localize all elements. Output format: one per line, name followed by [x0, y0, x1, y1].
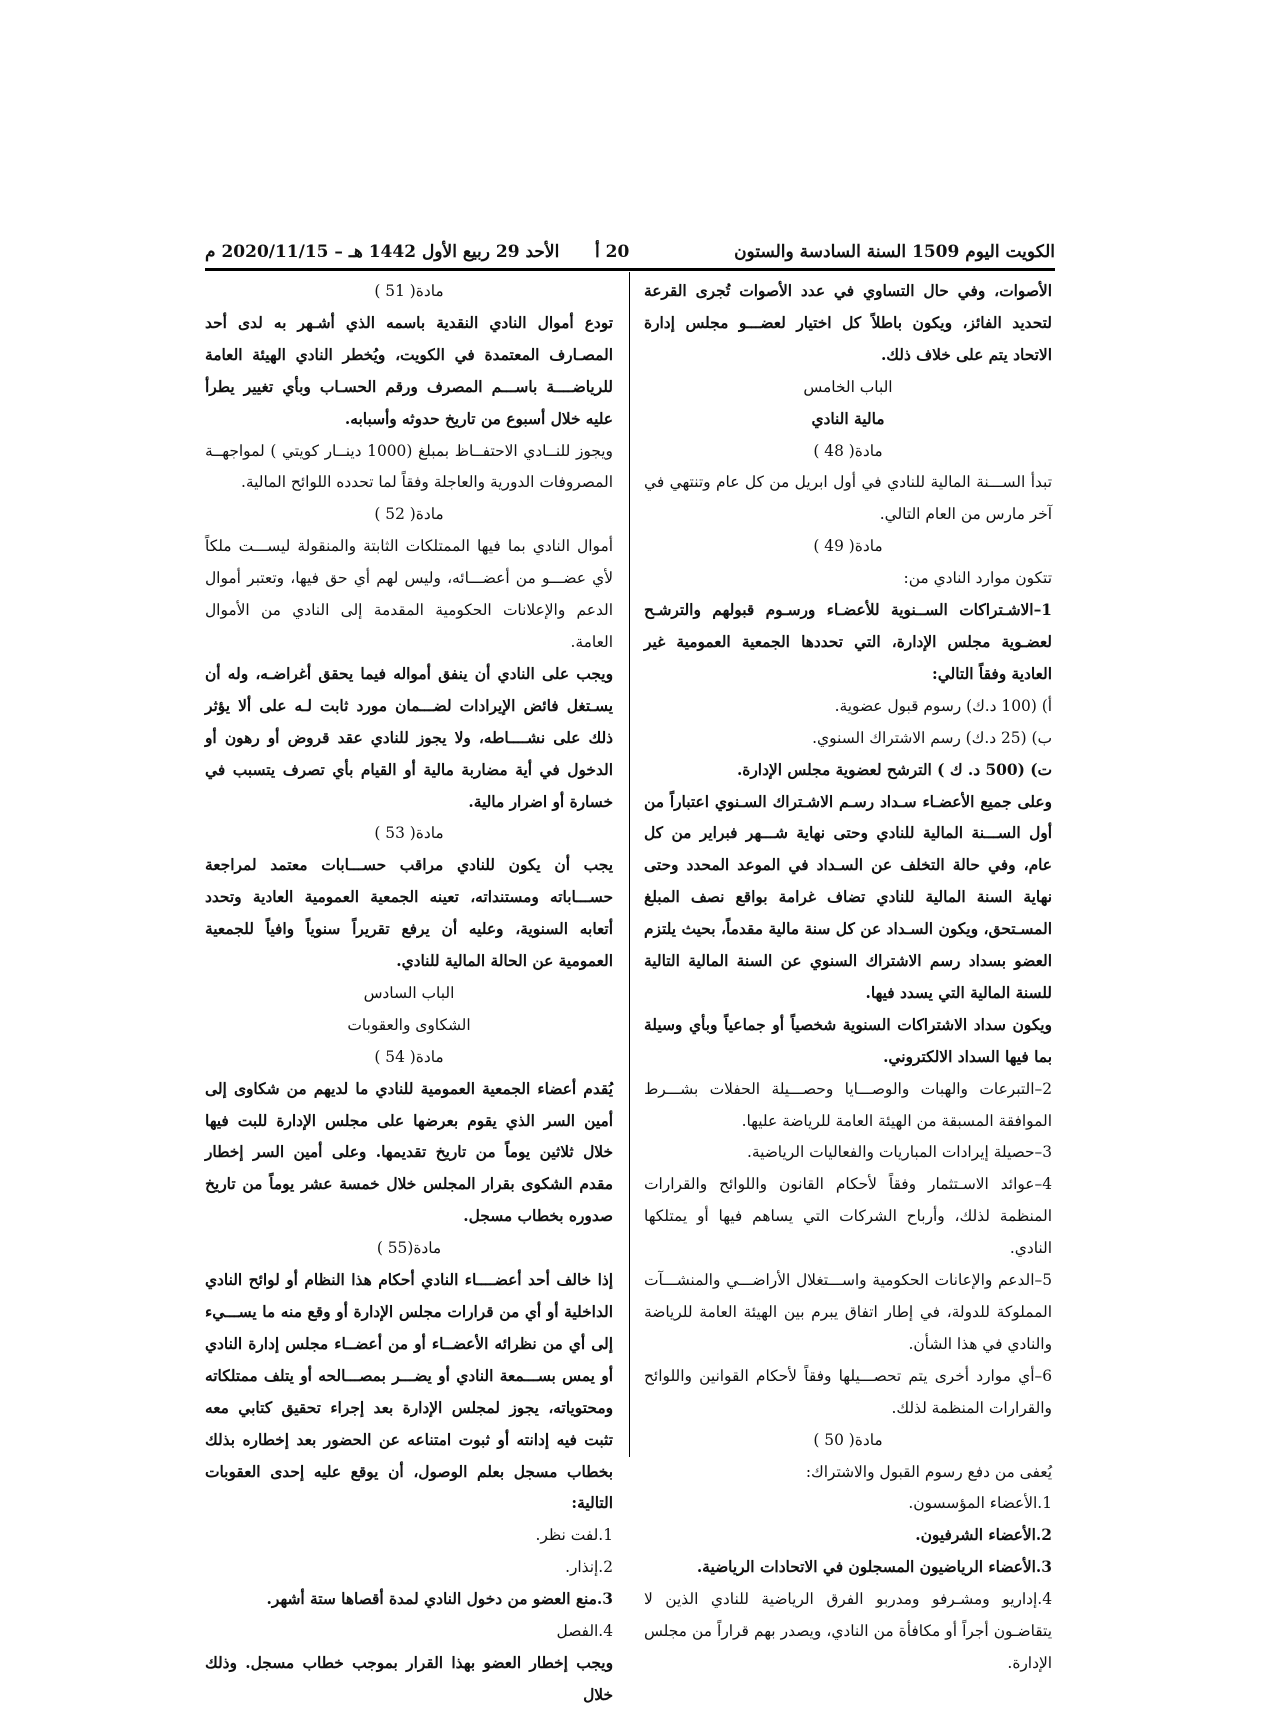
right-column-paragraph: 2.الأعضاء الشرفيون. [915, 1526, 1052, 1545]
right-column-paragraph: تتكون موارد النادي من: [903, 569, 1052, 588]
left-column-paragraph: 4.الفصل [556, 1622, 613, 1641]
left-column-paragraph: 2.إنذار. [565, 1558, 613, 1577]
right-column-paragraph: 3–حصيلة إيرادات المباريات والفعاليات الرياضية. [746, 1143, 1052, 1162]
left-column-paragraph: يُقدم أعضاء الجمعية العمومية للنادي ما لديهم من شكاوى إلى أمين السر الذي يقوم بعرضها على مجلس الإدارة للبت فيها خلال ثلاثين يوماً من تاريخ تقديمها. وعلى أمين السر إخطار مقدم الشكوى بقرار المجلس خلال خمسة عشر يوماً من تاريخ صدوره بخطاب مسجل. [205, 1079, 613, 1226]
header-gazette-info: الكويت اليوم 1509 السنة السادسة والستون [734, 242, 1055, 262]
left-column-paragraph: مادة( 54 ) [374, 1047, 444, 1066]
right-column-paragraph: 4.إداريو ومشـرفو ومدربو الفرق الرياضية للنادي الذين لا يتقاضـون أجراً أو مكافأة من النادي، ويصدر بهم قراراً من مجلس الإدارة. [644, 1590, 1052, 1672]
left-column-paragraph: تودع أموال النادي النقدية باسمه الذي أشـهر به لدى أحد المصـارف المعتمدة في الكويت، ويُخطر النادي الهيئة العامة للرياضــــة باســـم المصرف ورقم الحسـاب وبأي تغيير يطرأ عليه خلال أسبوع من تاريخ حدوثه وأسبابه. [205, 313, 613, 428]
left-column-paragraph: الباب السادس [363, 983, 455, 1002]
column-divider [629, 272, 630, 1457]
right-column-paragraph: مالية النادي [811, 409, 885, 428]
right-column-paragraph: ب) (25 د.ك) رسم الاشتراك السنوي. [812, 728, 1052, 747]
left-column-paragraph: مادة(55 ) [376, 1239, 442, 1258]
right-column-paragraph: ت) (500 د. ك ) الترشح لعضوية مجلس الإدارة. [736, 760, 1052, 779]
right-column-paragraph: ويكون سداد الاشتراكات السنوية شخصياً أو جماعياً وبأي وسيلة بما فيها السداد الالكتروني. [644, 1015, 1052, 1066]
right-column-paragraph: 1–الاشـتراكات الســنوية للأعضـاء ورسـوم قبولهم والترشـح لعضـوية مجلس الإدارة، التي تحددها الجمعية العمومية غير العادية وفقاً التالي: [644, 601, 1052, 683]
left-column-paragraph: 1.لفت نظر. [535, 1526, 613, 1545]
left-column-paragraph: مادة( 52 ) [374, 505, 444, 524]
left-column-paragraph: يجب أن يكون للنادي مراقب حســـابات معتمد لمراجعة حســـاباته ومستنداته، تعينه الجمعية العمومية العادية وتحدد أتعابه السنوية، وعليه أن يرفع تقريراً سنوياً وافياً للجمعية العمومية عن الحالة المالية للنادي. [205, 856, 613, 971]
left-column-paragraph: ويجب إخطار العضو بهذا القرار بموجب خطاب مسجل. وذلك خلال [205, 1653, 613, 1704]
right-column-paragraph: الباب الخامس [803, 377, 893, 396]
right-column-paragraph: 5–الدعم والإعانات الحكومية واســـتغلال الأراضـــي والمنشـــآت المملوكة للدولة، في إطار اتفاق يبرم بين الهيئة العامة للرياضة والنادي في هذا الشأن. [644, 1271, 1052, 1353]
header-date: الأحد 29 ربيع الأول 1442 هـ – 2020/11/15 م [205, 242, 560, 262]
left-column-paragraph: ويجب على النادي أن ينفق أمواله فيما يحقق أغراضـه، وله أن يسـتغل فائض الإيرادات لضـــمان مورد ثابت لـه على ألا يؤثر ذلك على نشــــاطه، ولا يجوز للنادي عقد قروض أو رهون أو الدخول في أية مضاربة مالية أو القيام بأي تصرف يتسبب في خسارة أو اضرار مالية. [205, 664, 613, 811]
right-column-paragraph: مادة( 48 ) [813, 441, 883, 460]
left-column-paragraph: 3.منع العضو من دخول النادي لمدة أقصاها ستة أشهر. [266, 1590, 613, 1609]
left-column-paragraph: مادة( 51 ) [374, 282, 444, 300]
left-column-paragraph: أموال النادي بما فيها الممتلكات الثابتة والمنقولة ليســـت ملكاً لأي عضـــو من أعضـــائه، وليس لهم أي حق فيها، وتعتبر أموال الدعم والإعلانات الحكومية المقدمة إلى النادي من الأموال العامة. [205, 537, 613, 651]
left-column-paragraph: مادة( 53 ) [374, 824, 444, 843]
right-column-paragraph: 4–عوائد الاسـتثمار وفقاً لأحكام القانون واللوائح والقرارات المنظمة لذلك، وأرباح الشركات التي يساهم فيها أو يمتلكها النادي. [644, 1175, 1052, 1258]
right-column-paragraph: 2–التبرعات والهبات والوصـــايا وحصـــيلة الحفلات بشـــرط الموافقة المسبقة من الهيئة العامة للرياضة عليها. [644, 1079, 1052, 1130]
right-column-paragraph: 1.الأعضاء المؤسسون. [908, 1494, 1052, 1513]
header-rule [205, 268, 1055, 271]
left-column-paragraph: إذا خالف أحد أعضــــاء النادي أحكام هذا النظام أو لوائح النادي الداخلية أو أي من قرارات مجلس الإدارة أو وقع منه ما يســـيء إلى أي من نظرائه الأعضــاء أو من أعضــاء مجلس إدارة النادي أو يمس بســـمعة النادي أو يضـــر بمصـــالحه أو يتلف ممتلكاته ومحتوياته، يجوز لمجلس الإدارة بعد إجراء تحقيق كتابي معه تثبت فيه إدانته أو ثبوت امتناعه عن الحضور بعد إخطاره بذلك بخطاب مسجل بعلم الوصول، أن يوقع عليه إحدى العقوبات التالية: [205, 1271, 613, 1513]
header-page-number: 20 أ [595, 242, 630, 262]
right-column-paragraph: وعلى جميع الأعضـاء سـداد رسـم الاشـتراك السـنوي اعتباراً من أول الســـنة المالية للنادي وحتى نهاية شـــهر فبراير من كل عام، وفي حالة التخلف عن السـداد في الموعد المحدد وحتى نهاية السنة المالية للنادي تضاف غرامة بواقع نصف المبلغ المسـتحق، ويكون السـداد عن كل سنة مالية مقدماً، بحيث يلتزم العضو بسداد رسم الاشتراك السنوي عن السنة المالية التالية للسنة المالية التي يسدد فيها. [644, 792, 1052, 1002]
right-column-paragraph: أ) (100 د.ك) رسوم قبول عضوية. [834, 696, 1052, 715]
right-column-paragraph: يُعفى من دفع رسوم القبول والاشتراك: [805, 1462, 1052, 1481]
right-column-paragraph: مادة( 49 ) [813, 537, 883, 556]
page-header [205, 238, 1055, 268]
right-column-paragraph: 6–أي موارد أخرى يتم تحصـــيلها وفقاً لأحكام القوانين واللوائح والقرارات المنظمة لذلك. [644, 1366, 1052, 1417]
left-column-paragraph: الشكاوى والعقوبات [347, 1015, 471, 1034]
right-column-paragraph: الأصوات، وفي حال التساوي في عدد الأصوات تُجرى القرعة لتحديد الفائز، ويكون باطلاً كل اختيار لعضـــو مجلس إدارة الاتحاد يتم على خلاف ذلك. [644, 282, 1052, 364]
right-column [644, 276, 1052, 1680]
right-column-paragraph: مادة( 50 ) [813, 1430, 883, 1449]
left-column-paragraph: ويجوز للنــادي الاحتفــاظ بمبلغ (1000 دينــار كويتي ) لمواجهــة المصروفات الدورية والعاجلة وفقاً لما تحدده اللوائح المالية. [205, 441, 613, 492]
right-column-paragraph: تبدأ الســـنة المالية للنادي في أول ابريل من كل عام وتنتهي في آخر مارس من العام التالي. [644, 473, 1052, 524]
right-column-paragraph: 3.الأعضاء الرياضيون المسجلون في الاتحادات الرياضية. [696, 1558, 1052, 1577]
left-column [205, 276, 613, 1712]
